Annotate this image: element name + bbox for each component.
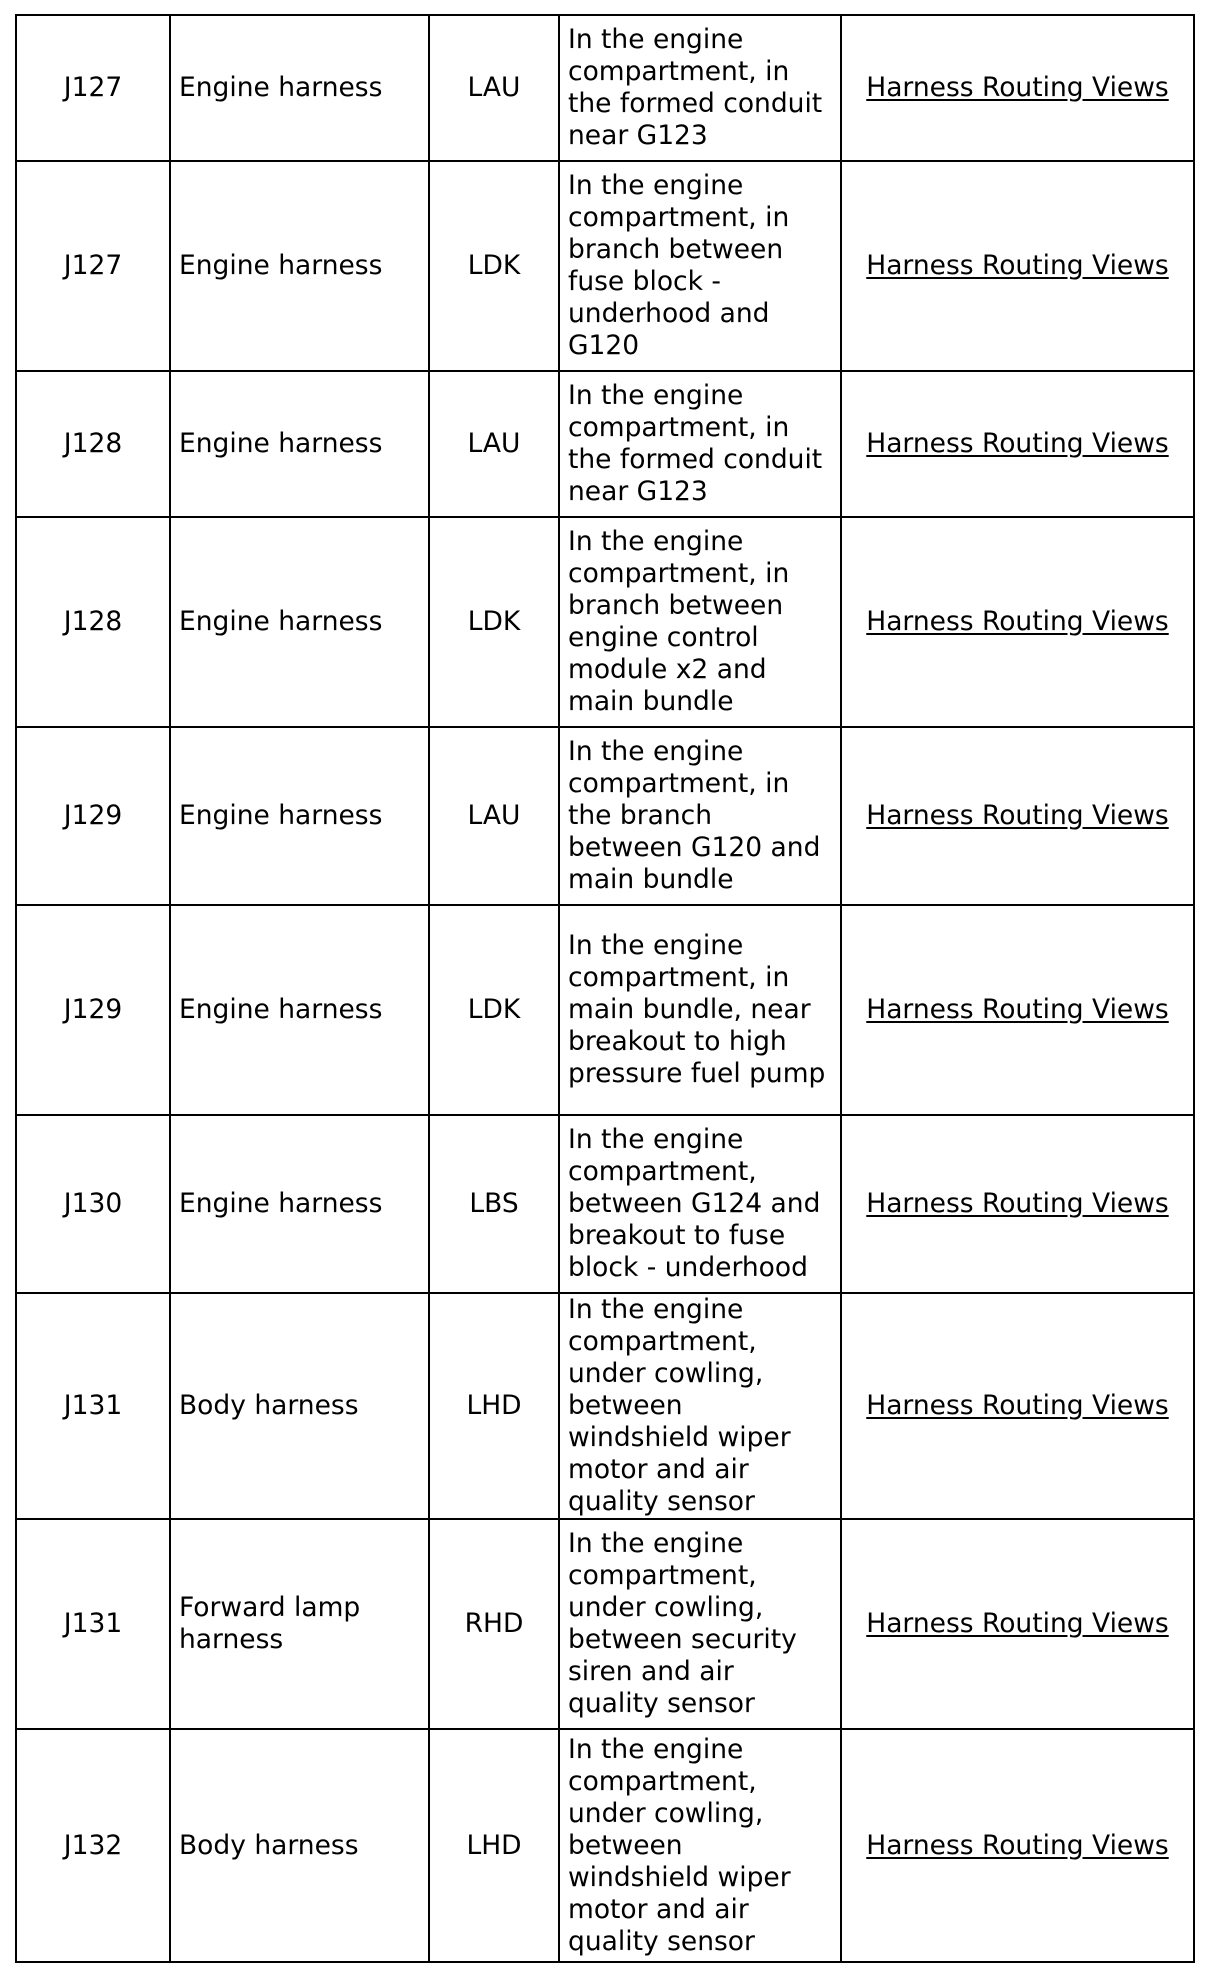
harness-routing-views-link[interactable]: Harness Routing Views (866, 428, 1169, 459)
splice-location-table (15, 14, 1195, 1963)
location-description: In the engine compartment, in the formed conduit near G123 (559, 15, 841, 161)
splice-id: J127 (16, 15, 170, 161)
location-description: In the engine compartment, under cowling, between windshield wiper motor and air quality sensor (559, 1729, 841, 1962)
harness-routing-views-link[interactable]: Harness Routing Views (866, 1608, 1169, 1639)
harness-name: Forward lamp harness (170, 1519, 429, 1729)
link-cell (841, 1519, 1194, 1729)
table-row (16, 1293, 1194, 1519)
link-cell (841, 1729, 1194, 1962)
splice-id: J127 (16, 161, 170, 371)
option-code: LAU (429, 727, 559, 905)
splice-id: J129 (16, 727, 170, 905)
splice-id: J128 (16, 517, 170, 727)
table-row (16, 727, 1194, 905)
harness-name: Body harness (170, 1729, 429, 1962)
link-cell (841, 371, 1194, 517)
location-description: In the engine compartment, in branch between fuse block - underhood and G120 (559, 161, 841, 371)
location-description: In the engine compartment, in main bundle, near breakout to high pressure fuel pump (559, 905, 841, 1115)
location-description: In the engine compartment, between G124 and breakout to fuse block - underhood (559, 1115, 841, 1293)
splice-id: J129 (16, 905, 170, 1115)
harness-name: Engine harness (170, 517, 429, 727)
harness-name: Engine harness (170, 727, 429, 905)
table-row (16, 905, 1194, 1115)
harness-name: Engine harness (170, 161, 429, 371)
table-row (16, 1519, 1194, 1729)
link-cell (841, 727, 1194, 905)
harness-routing-views-link[interactable]: Harness Routing Views (866, 994, 1169, 1025)
splice-id: J132 (16, 1729, 170, 1962)
link-cell (841, 161, 1194, 371)
link-cell (841, 1293, 1194, 1519)
option-code: LAU (429, 15, 559, 161)
harness-name: Engine harness (170, 1115, 429, 1293)
harness-routing-views-link[interactable]: Harness Routing Views (866, 1829, 1169, 1861)
location-description: In the engine compartment, in branch between engine control module x2 and main bundle (559, 517, 841, 727)
harness-routing-views-link[interactable]: Harness Routing Views (866, 250, 1169, 281)
harness-routing-views-link[interactable]: Harness Routing Views (866, 72, 1169, 103)
option-code: LDK (429, 517, 559, 727)
option-code: LDK (429, 905, 559, 1115)
table-row (16, 1115, 1194, 1293)
splice-id: J128 (16, 371, 170, 517)
table-row (16, 161, 1194, 371)
location-description: In the engine compartment, in the formed conduit near G123 (559, 371, 841, 517)
harness-routing-views-link[interactable]: Harness Routing Views (866, 1188, 1169, 1219)
option-code: LHD (429, 1293, 559, 1519)
harness-routing-views-link[interactable]: Harness Routing Views (866, 800, 1169, 831)
option-code: LHD (429, 1729, 559, 1962)
table-row (16, 1729, 1194, 1962)
location-description: In the engine compartment, in the branch between G120 and main bundle (559, 727, 841, 905)
harness-routing-views-link[interactable]: Harness Routing Views (866, 1390, 1169, 1421)
link-cell (841, 517, 1194, 727)
option-code: RHD (429, 1519, 559, 1729)
location-description: In the engine compartment, under cowling, between security siren and air quality sensor (559, 1519, 841, 1729)
splice-id: J130 (16, 1115, 170, 1293)
splice-id: J131 (16, 1293, 170, 1519)
table-row (16, 371, 1194, 517)
harness-routing-views-link[interactable]: Harness Routing Views (866, 606, 1169, 637)
option-code: LBS (429, 1115, 559, 1293)
harness-name: Engine harness (170, 371, 429, 517)
option-code: LAU (429, 371, 559, 517)
harness-name: Body harness (170, 1293, 429, 1519)
option-code: LDK (429, 161, 559, 371)
link-cell (841, 15, 1194, 161)
splice-id: J131 (16, 1519, 170, 1729)
link-cell (841, 1115, 1194, 1293)
link-cell (841, 905, 1194, 1115)
location-description: In the engine compartment, under cowling, between windshield wiper motor and air quality sensor (559, 1293, 841, 1519)
table-row (16, 15, 1194, 161)
harness-name: Engine harness (170, 15, 429, 161)
table-row (16, 517, 1194, 727)
harness-name: Engine harness (170, 905, 429, 1115)
